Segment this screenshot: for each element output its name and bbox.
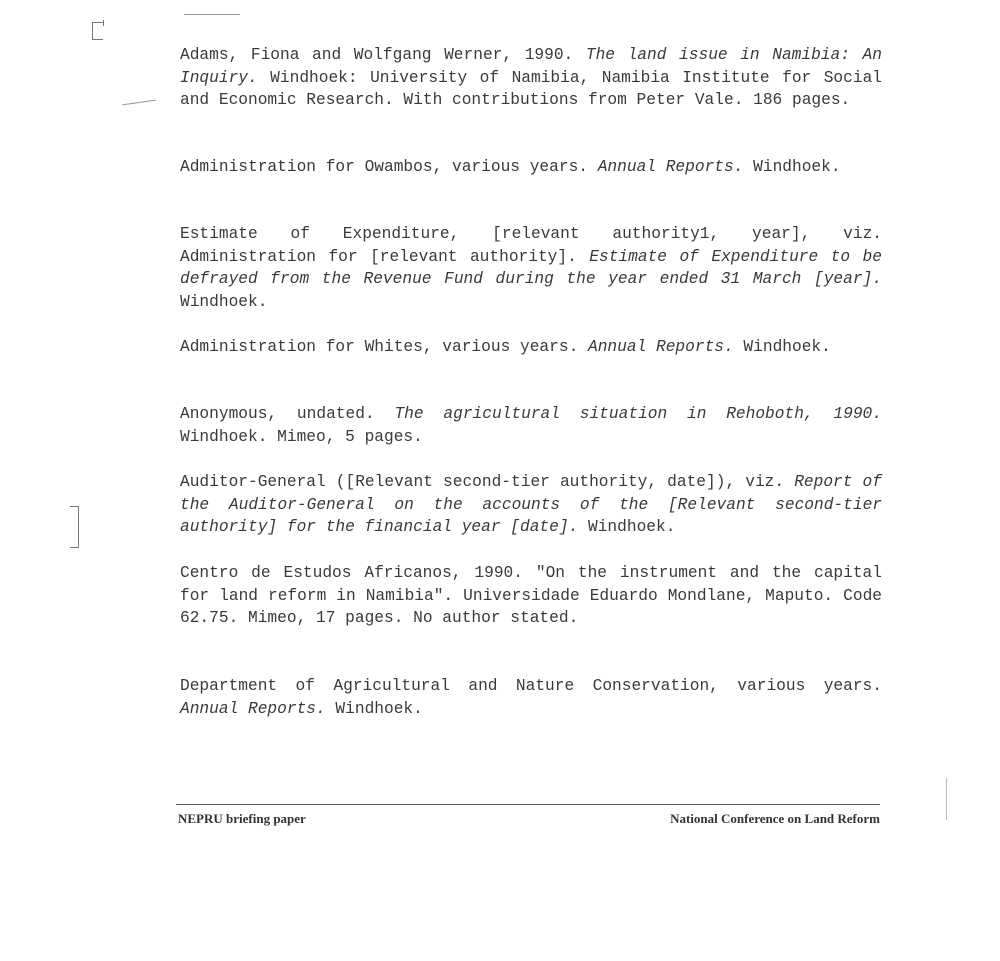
- bibliography-entry: Auditor-General ([Relevant second-tier authority, date]), viz. Report of the Auditor-General on the accounts of the [Relevant second-tier authority] for the financial year [date]. Windhoek.: [180, 473, 882, 536]
- footer-right-text: National Conference on Land Reform: [670, 811, 880, 826]
- scan-mark-left: [122, 100, 156, 106]
- bibliography-entry: Centro de Estudos Africanos, 1990. "On the instrument and the capital for land reform in Namibia". Universidade Eduardo Mondlane, Maputo. Code 62.75. Mimeo, 17 pages. No author stated.: [180, 564, 882, 627]
- bibliography-entry: Anonymous, undated. The agricultural situation in Rehoboth, 1990. Windhoek. Mimeo, 5 pages.: [180, 405, 882, 446]
- bibliography-entry: Adams, Fiona and Wolfgang Werner, 1990. The land issue in Namibia: An Inquiry. Windhoek: University of Namibia, Namibia Institute for Social and Economic Research. With contributions from Peter Vale. 186 pages.: [180, 46, 882, 109]
- footer-rule: [176, 804, 880, 805]
- footer-left-text: NEPRU briefing paper: [178, 811, 306, 826]
- scan-bracket-mark: [70, 506, 79, 548]
- scan-mark-top: [184, 14, 240, 15]
- bibliography-entry: Administration for Owambos, various years. Annual Reports. Windhoek.: [180, 158, 841, 176]
- bibliography-entry: Department of Agricultural and Nature Conservation, various years. Annual Reports. Windhoek.: [180, 677, 882, 718]
- scan-corner-mark: [92, 22, 103, 40]
- bibliography-entry: Administration for Whites, various years. Annual Reports. Windhoek.: [180, 338, 831, 356]
- bibliography-entry: Estimate of Expenditure, [relevant authority1, year], viz. Administration for [relevant authority]. Estimate of Expenditure to be defrayed from the Revenue Fund during the year ended 31 March [year]. Windhoek.: [180, 225, 882, 311]
- scan-mark-right: [946, 778, 947, 820]
